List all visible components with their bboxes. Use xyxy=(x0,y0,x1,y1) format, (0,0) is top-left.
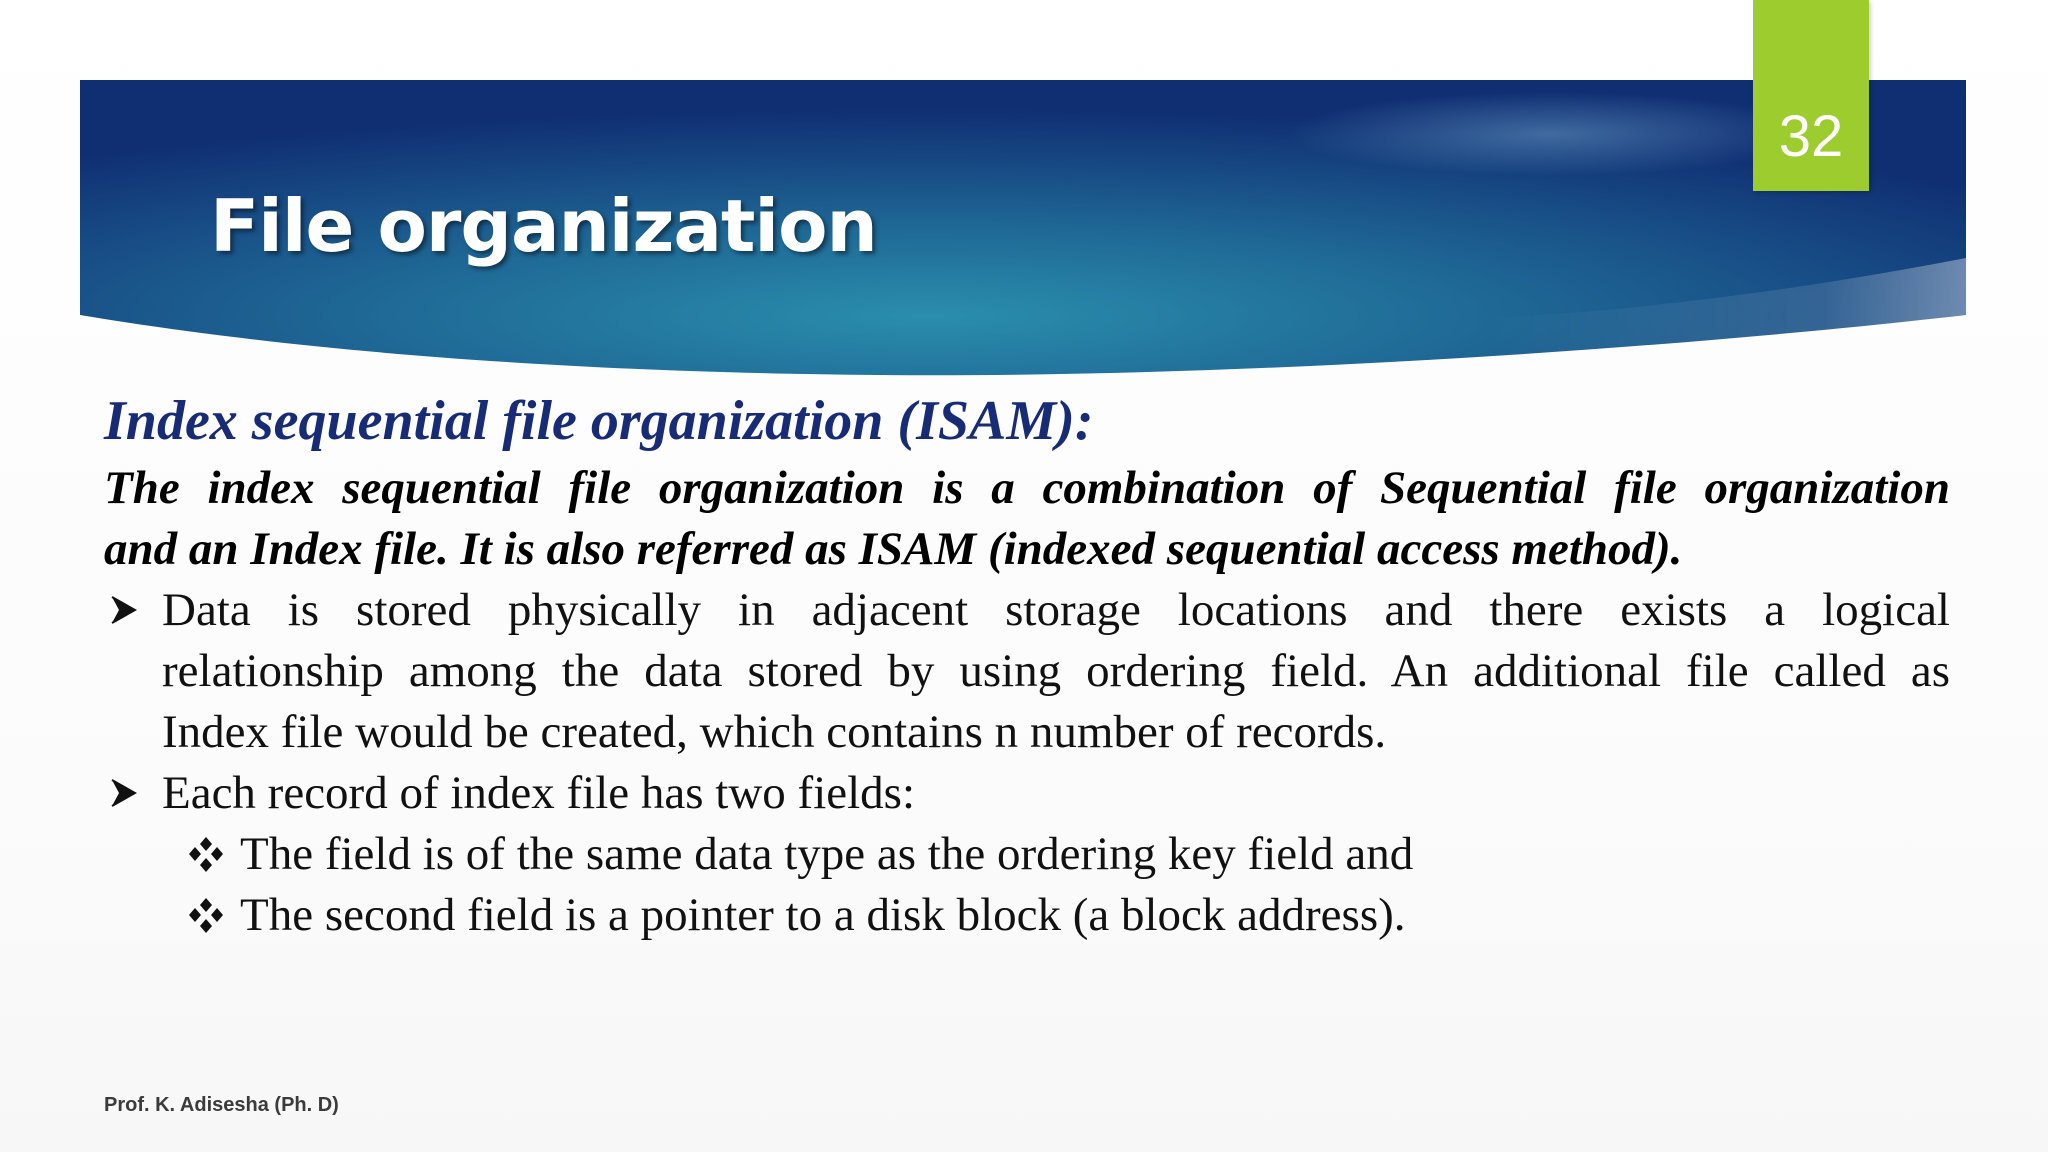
intro-line: The index sequential file organization is a combination of Sequential file organization xyxy=(104,462,1950,514)
intro-line: and an Index file. It is also referred as ISAM (indexed sequential access method). xyxy=(104,523,1683,575)
section-heading: Index sequential file organization (ISAM): xyxy=(104,390,1094,452)
bullet-list xyxy=(104,580,1950,946)
bullet-text xyxy=(162,580,1950,763)
sub-bullet-item xyxy=(104,824,1950,885)
four-diamond-bullet-icon xyxy=(184,824,228,885)
sub-bullet-text: The field is of the same data type as the ordering key field and xyxy=(240,828,1414,880)
bullet-item xyxy=(104,580,1950,763)
bullet-line: Each record of index file has two fields: xyxy=(162,767,916,819)
slide-title: File organization xyxy=(210,184,877,268)
arrowhead-bullet-icon xyxy=(104,580,144,641)
bullet-line: Index file would be created, which contains n number of records. xyxy=(162,706,1387,758)
bullet-item xyxy=(104,763,1950,824)
sub-bullet-text: The second field is a pointer to a disk block (a block address). xyxy=(240,889,1406,941)
slide-number: 32 xyxy=(1778,104,1844,169)
bullet-line: Data is stored physically in adjacent storage locations and there exists a logical xyxy=(162,584,1950,636)
bullet-line: relationship among the data stored by using ordering field. An additional file called as xyxy=(162,645,1950,697)
sub-bullet-item xyxy=(104,885,1950,946)
arrowhead-bullet-icon xyxy=(104,763,144,824)
intro-paragraph xyxy=(104,458,1950,580)
slide-footer: Prof. K. Adisesha (Ph. D) xyxy=(104,1094,339,1116)
bullet-text xyxy=(162,763,1950,824)
four-diamond-bullet-icon xyxy=(184,885,228,946)
